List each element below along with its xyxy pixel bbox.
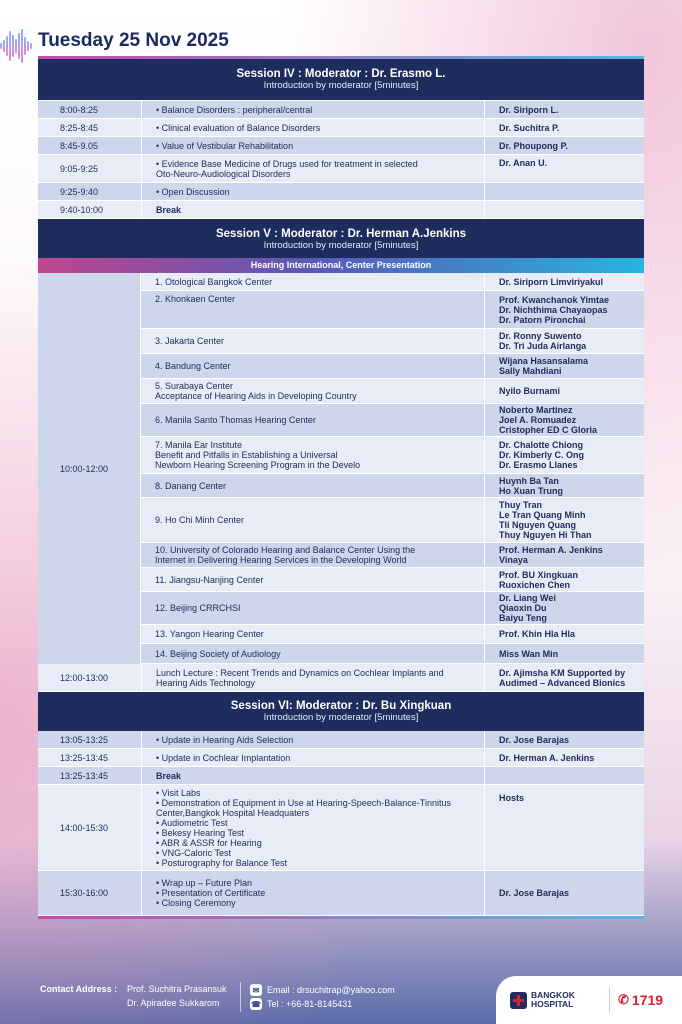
divider [240, 982, 241, 1012]
wave-bar [9, 31, 11, 61]
table-row [38, 155, 644, 183]
brand-bar [496, 976, 682, 1024]
contact-name: Prof. Suchitra Prasansuk [127, 984, 227, 994]
topic-cell: Lunch Lecture : Recent Trends and Dynamics on Cochlear Implants and Hearing Aids Technology [141, 664, 484, 691]
time-cell: 8:00-8:25 [60, 104, 99, 115]
presentation-group [38, 273, 644, 664]
time-cell: 13:05-13:25 [60, 734, 109, 745]
table-row [141, 291, 644, 329]
time-cell: 15:30-16:00 [60, 888, 109, 898]
topic-cell: • Balance Disorders : peripheral/central [141, 101, 484, 118]
table-row [141, 273, 644, 291]
speaker-cell: Dr. Ajimsha KM Supported by Audimed – Advanced Bionics [484, 664, 644, 691]
speaker-cell: Dr. Jose Barajas [484, 731, 644, 748]
table-row [141, 354, 644, 379]
topic-cell: 9. Ho Chi Minh Center [155, 515, 245, 525]
table-row [141, 329, 644, 354]
table-row [38, 871, 644, 916]
topic-cell: 11. Jiangsu-Nanjing Center [155, 574, 264, 585]
topic-cell: 3. Jakarta Center [155, 336, 225, 346]
hotline[interactable] [618, 992, 663, 1008]
session-intro: Introduction by moderator [5minutes] [263, 80, 419, 91]
speaker-cell: Thuy Tran Le Tran Quang Minh Tli Nguyen Quang Thuy Nguyen Hi Than [484, 498, 644, 542]
speaker-cell: Dr. Anan U. [484, 155, 644, 182]
topic-cell: Break [141, 201, 484, 218]
table-row [141, 437, 644, 474]
brand-line: HOSPITAL [531, 999, 574, 1009]
topic-cell: • Visit Labs • Demonstration of Equipment in Use at Hearing-Speech-Balance-Tinnitus Center,Bangkok Hospital Headquaters • Audiometric Test • Bekesy Hearing Test • ABR & ASSR for Hearing • VNG-Caloric Test • Posturography for Balance Test [141, 785, 484, 870]
session-intro: Introduction by moderator [5minutes] [263, 712, 419, 723]
speaker-cell: Prof. BU Xingkuan Ruoxichen Chen [484, 568, 644, 591]
wave-bar [27, 41, 29, 51]
topic-cell: 2. Khonkaen Center [155, 294, 236, 304]
time-cell: 9:40-10:00 [60, 204, 104, 215]
topic-cell: 14. Beijing Society of Audiology [155, 648, 281, 659]
speaker-cell: Dr. Herman A. Jenkins [484, 749, 644, 766]
page-title: Tuesday 25 Nov 2025 [38, 30, 229, 51]
table-row [38, 201, 644, 219]
time-cell: 13:25-13:45 [60, 770, 109, 781]
speaker-cell: Huynh Ba Tan Ho Xuan Trung [484, 474, 644, 497]
time-cell: 14:00-15:30 [60, 822, 109, 833]
time-cell: 13:25-13:45 [60, 752, 109, 763]
table-row [38, 101, 644, 119]
topic-cell: • Value of Vestibular Rehabilitation [141, 137, 484, 154]
table-row [141, 498, 644, 543]
topic-cell: 1. Otological Bangkok Center [155, 276, 273, 287]
section-subtitle: Hearing International, Center Presentation [38, 258, 644, 273]
wave-bar [18, 33, 20, 59]
speaker-cell: Miss Wan Min [484, 644, 644, 663]
email-text[interactable]: Email : drsuchitrap@yahoo.com [267, 985, 395, 995]
table-row [38, 664, 644, 692]
divider [609, 988, 610, 1012]
wave-bar [0, 43, 2, 49]
speaker-cell: Noberto Martinez Joel A. Romuadez Cristopher ED C Gloria [484, 404, 644, 436]
table-row [141, 644, 644, 664]
topic-cell: • Open Discussion [141, 183, 484, 200]
phone-icon: ☎ [251, 999, 261, 1009]
table-row [141, 379, 644, 404]
topic-cell: 4. Bandung Center [155, 361, 231, 371]
table-row [38, 731, 644, 749]
speaker-cell: Prof. Kwanchanok Yimtae Dr. Nichthima Chayaopas Dr. Patorn Pironchai [484, 291, 644, 328]
speaker-cell: Dr. Phoupong P. [484, 137, 644, 154]
table-row [141, 625, 644, 644]
session-title: Session VI: Moderator : Dr. Bu Xingkuan [230, 700, 452, 712]
tel-text[interactable]: Tel : +66-81-8145431 [267, 999, 353, 1009]
wave-bar [12, 35, 14, 57]
topic-cell: 5. Surabaya Center Acceptance of Hearing Aids in Developing Country [155, 381, 357, 401]
contact-name: Dr. Apiradee Sukkarom [127, 998, 220, 1008]
topic-cell: 8. Danang Center [155, 480, 227, 491]
time-cell: 12:00-13:00 [60, 672, 109, 683]
table-row [38, 767, 644, 785]
hotline-number: 1719 [631, 992, 664, 1008]
topic-cell: • Clinical evaluation of Balance Disorders [141, 119, 484, 136]
wave-bar [3, 40, 5, 52]
speaker-cell: Nyilo Burnami [484, 379, 644, 403]
topic-cell: • Update in Cochlear Implantation [141, 749, 484, 766]
contact-label: Contact Address : [40, 984, 118, 994]
wave-bar [30, 43, 32, 49]
table-row [38, 183, 644, 201]
table-row [141, 568, 644, 592]
table-row [38, 749, 644, 767]
wave-bar [15, 39, 17, 53]
brand-line: BANGKOK [531, 990, 575, 1000]
topic-cell: 10. University of Colorado Hearing and Balance Center Using the Internet in Delivering Hearing Services in the Developing World [155, 545, 416, 565]
speaker-cell [484, 183, 644, 200]
table-row [38, 119, 644, 137]
speaker-cell: Dr. Ronny Suwento Dr. Tri Juda Airlanga [484, 329, 644, 353]
speaker-cell [484, 767, 644, 784]
sound-wave-icon [0, 18, 36, 66]
time-cell: 10:00-12:00 [38, 273, 141, 664]
brand-name [531, 991, 601, 1009]
time-cell: 8:25-8:45 [60, 122, 99, 133]
session-header [38, 692, 644, 731]
session-header [38, 59, 644, 100]
time-cell: 9:25-9:40 [60, 186, 99, 197]
tel-line [250, 998, 352, 1010]
speaker-cell: Dr. Suchitra P. [484, 119, 644, 136]
topic-cell: • Update in Hearing Aids Selection [141, 731, 484, 748]
session-header [38, 219, 644, 258]
divider [38, 916, 644, 919]
email-icon: ✉ [250, 984, 262, 996]
time-cell: 8:45-9.05 [60, 140, 99, 151]
speaker-cell: Dr. Jose Barajas [484, 871, 644, 915]
speaker-cell: Dr. Liang Wei Qiaoxin Du Baiyu Teng [484, 592, 644, 624]
bangkok-hospital-logo-icon [510, 992, 527, 1009]
speaker-cell: Dr. Siriporn Limviriyakul [484, 273, 644, 290]
speaker-cell: Dr. Siriporn L. [484, 101, 644, 118]
topic-cell: 13. Yangon Hearing Center [155, 629, 264, 639]
speaker-cell: Prof. Herman A. Jenkins Vinaya [484, 543, 644, 567]
speaker-cell [484, 201, 644, 218]
topic-cell: • Evidence Base Medicine of Drugs used for treatment in selected Oto-Neuro-Audiological Disorders [141, 155, 484, 182]
session-title: Session V : Moderator : Dr. Herman A.Jenkins [215, 228, 467, 240]
wave-bar [24, 37, 26, 55]
table-row [38, 785, 644, 871]
speaker-cell: Dr. Chalotte Chiong Dr. Kimberly C. Ong Dr. Erasmo Llanes [484, 437, 644, 473]
topic-cell: • Wrap up – Future Plan • Presentation of Certificate • Closing Ceremony [141, 871, 484, 915]
time-cell: 9:05-9:25 [60, 163, 99, 174]
wave-bar [21, 29, 23, 63]
table-row [141, 404, 644, 437]
phone-icon: ✆ [618, 992, 629, 1007]
speaker-cell: Wijana Hasansalama Sally Mahdiani [484, 354, 644, 378]
wave-bar [6, 36, 8, 56]
speaker-cell: Hosts [484, 785, 644, 870]
session-title: Session IV : Moderator : Dr. Erasmo L. [236, 68, 446, 80]
table-row [38, 137, 644, 155]
schedule-table [38, 59, 644, 919]
table-row [141, 474, 644, 498]
email-line [250, 984, 395, 996]
table-row [141, 543, 644, 568]
session-intro: Introduction by moderator [5minutes] [263, 240, 419, 251]
table-row [141, 592, 644, 625]
speaker-cell: Prof. Khin Hla Hla [484, 625, 644, 643]
topic-cell: 7. Manila Ear Institute Benefit and Pitfalls in Establishing a Universal Newborn Hearing Screening Program in the Develo [155, 440, 361, 470]
contact-block [40, 984, 250, 1014]
topic-cell: Break [141, 767, 484, 784]
topic-cell: 6. Manila Santo Thomas Hearing Center [155, 415, 316, 425]
topic-cell: 12. Beijing CRRCHSI [155, 603, 241, 613]
